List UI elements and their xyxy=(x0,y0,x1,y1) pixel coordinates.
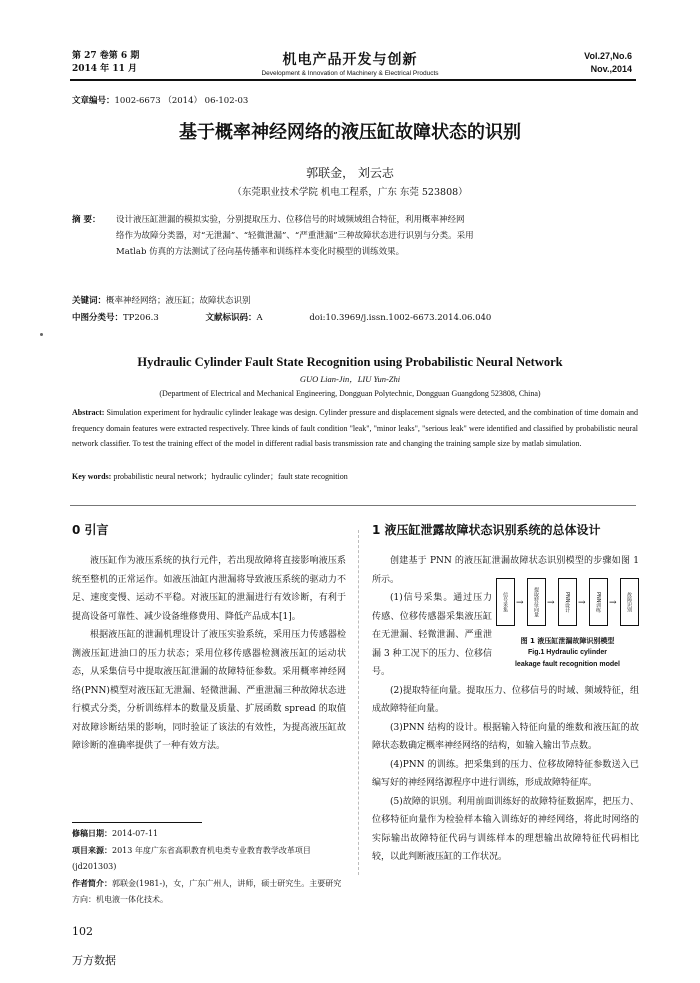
affiliation-cn: （东莞职业技术学院 机电工程系，广东 东莞 523808） xyxy=(232,187,468,198)
section-1-step-4: (4)PNN 的训练。把采集到的压力、位移故障特征参数送入已编写好的神经网络源程序中进行训练，形成故障特征库。 xyxy=(372,759,639,788)
section-1-step-1: (1)信号采集。通过压力传感、位移传感器采集液压缸在无泄漏、轻微泄漏、严重泄漏 3 种工况下的压力、位移信号。 xyxy=(372,593,492,677)
keywords-en xyxy=(72,471,638,482)
authors-cn: 郭联金， 刘云志 xyxy=(306,166,394,180)
fig-stage-box: 提取特征向量 xyxy=(527,578,546,626)
abstract-cn-line: 设计液压缸泄漏的模拟实验，分别提取压力、位移信号的时域频域组合特征，利用概率神经网 xyxy=(116,215,465,225)
section-0-paragraph: 液压缸作为液压系统的执行元件，若出现故障将直接影响液压系统至整机的正常运作。如液压油缸内泄漏将导致液压系统的驱动力不足、速度变慢、运动不平稳。对液压缸的泄漏进行有效诊断，有利于提高设备可靠性、减少设备维修费用、降低产品成本[1]。 xyxy=(72,556,346,622)
project-label: 项目来源： xyxy=(72,845,112,855)
doi: doi:10.3969/j.issn.1002-6673.2014.06.040 xyxy=(309,313,492,323)
fig-stage-box: PNN设计 xyxy=(558,578,577,626)
margin-dot xyxy=(40,333,43,336)
title-en: Hydraulic Cylinder Fault State Recognition using Probabilistic Neural Network xyxy=(137,355,563,369)
authors-en: GUO Lian-Jin，LIU Yun-Zhi xyxy=(299,374,401,384)
figure-1-caption-en: Fig.1 Hydraulic cylinder xyxy=(528,649,607,656)
page-number: 102 xyxy=(72,925,93,938)
header-rule xyxy=(70,79,636,81)
abstract-cn-line: 络作为故障分类器，对“无泄漏”、“轻微泄漏”、“严重泄漏”三种故障状态进行识别与分类。采用 xyxy=(116,231,474,241)
section-1-heading: 1 液压缸泄露故障状态识别系统的总体设计 xyxy=(372,523,601,537)
keywords-cn xyxy=(72,293,638,309)
doc-code-value: A xyxy=(256,313,263,323)
section-1-step-3: (3)PNN 结构的设计。根据输入特征向量的维数和液压缸的故障状态数确定概率神经网络的结构，如输入输出节点数。 xyxy=(372,722,639,751)
abstract-cn-label: 摘 要： xyxy=(72,215,101,225)
section-0-body xyxy=(72,552,346,756)
section-0-paragraph: 根据液压缸的泄漏机理设计了液压实验系统，采用压力传感器检测液压缸进油口的压力状态；采用位移传感器检测液压缸的运动状态，从采集信号中提取液压缸泄漏的故障特征参数。采用概率神经网络(PNN)模型对液压缸无泄漏、轻微泄漏、严重泄漏三种故障状态进行模式分类，分析训练样本的数量及质量、扩展函数 spread 的取值对故障诊断结果的影响，同时验证了该法的有效性，为提高液压缸故障诊断的准确率提供了一种有效方法。 xyxy=(72,630,346,751)
section-1-step-2: (2)提取特征向量。提取压力、位移信号的时域、频域特征，组成故障特征向量。 xyxy=(372,685,639,714)
section-0-heading: 0 引言 xyxy=(72,523,109,537)
keywords-cn-value: 概率神经网络；液压缸；故障状态识别 xyxy=(106,296,251,306)
title-cn: 基于概率神经网络的液压缸故障状态的识别 xyxy=(179,122,521,143)
abstract-en xyxy=(72,405,638,452)
section-rule xyxy=(70,505,636,506)
footnote xyxy=(72,826,346,909)
affiliation-en: (Department of Electrical and Mechanical Engineering, Dongguan Polytechnic, Dongguan Guangdong 523808, China) xyxy=(159,389,541,398)
journal-name-cn: 机电产品开发与创新 xyxy=(282,52,418,68)
figure-1-diagram xyxy=(496,578,639,632)
keywords-en-label: Key words: xyxy=(72,472,112,481)
article-number xyxy=(72,94,248,106)
classification-line xyxy=(72,310,638,326)
article-number-label: 文章编号： xyxy=(72,96,115,106)
date-en: Nov.,2014 xyxy=(590,64,632,74)
author-bio-label: 作者简介： xyxy=(72,878,112,888)
fig-stage-box: 信号采集 xyxy=(496,578,515,626)
arrow-right-icon: → xyxy=(578,598,586,608)
watermark: 万方数据 xyxy=(72,954,116,967)
header-right xyxy=(584,50,632,76)
clc-value: TP206.3 xyxy=(123,313,159,323)
clc-label: 中图分类号： xyxy=(72,313,124,323)
section-1-intro: 创建基于 PNN 的液压缸泄漏故障状态识别模型的步骤如图 1 所示。 xyxy=(372,556,639,585)
volume-en: Vol.27,No.6 xyxy=(584,51,632,61)
keywords-en-value: probabilistic neural network；hydraulic cylinder；fault state recognition xyxy=(113,472,348,481)
fig-stage-box: PNN训练 xyxy=(589,578,608,626)
doc-code-label: 文献标识码： xyxy=(205,313,257,323)
journal-name-en: Development & Innovation of Machinery & Electrical Products xyxy=(261,70,439,77)
received-label: 修稿日期： xyxy=(72,829,112,838)
abstract-cn xyxy=(72,212,638,260)
article-number-value: 1002-6673 （2014） 06-102-03 xyxy=(114,96,249,106)
figure-1-caption-cn: 图 1 液压缸泄漏故障识别模型 xyxy=(520,637,615,645)
keywords-cn-label: 关键词： xyxy=(72,296,107,306)
abstract-cn-line: Matlab 仿真的方法测试了径向基传播率和训练样本变化时模型的训练效果。 xyxy=(116,247,405,257)
column-divider xyxy=(358,530,359,875)
abstract-en-label: Abstract: xyxy=(72,408,105,417)
project-value: 2013 年度广东省高职教育机电类专业教育教学改革项目 (jd201303) xyxy=(72,845,311,871)
date-cn: 2014 年 11 月 xyxy=(72,64,137,74)
issue-cn: 第 27 卷第 6 期 xyxy=(72,51,140,61)
fig-stage-box: 故障识别 xyxy=(620,578,639,626)
arrow-right-icon: → xyxy=(516,598,524,608)
figure-1-caption-en: leakage fault recognition model xyxy=(514,661,621,668)
section-1-step-5: (5)故障的识别。利用前面训练好的故障特征数据库，把压力、位移特征向量作为检验样本输入训练好的神经网络，将此时网络的实际输出故障特征代码与训练样本的理想输出故障特征代码相比较，以此判断液压缸的工作状况。 xyxy=(372,796,639,862)
arrow-right-icon: → xyxy=(547,598,555,608)
abstract-en-text: Simulation experiment for hydraulic cylinder leakage was design. Cylinder pressure and displacement signals were detected, and the combination of time domain and frequency domain features were extracted respectively. Three kinds of fault condition "leak", "minor leaks", "serious leak" were identified and classified by probabilistic neural network classifier. To test the training effect of the model in different radial basis transmission rate and changing the training sample size by matlab simulation. xyxy=(72,408,639,448)
figure-1-caption xyxy=(496,635,639,671)
arrow-right-icon: → xyxy=(609,598,617,608)
author-bio-value: 郭联金(1981-)，女，广东广州人，讲师，硕士研究生。主要研究方向：机电液一体化技术。 xyxy=(72,878,342,904)
received-value: 2014-07-11 xyxy=(112,829,159,838)
footnote-rule xyxy=(72,822,202,823)
